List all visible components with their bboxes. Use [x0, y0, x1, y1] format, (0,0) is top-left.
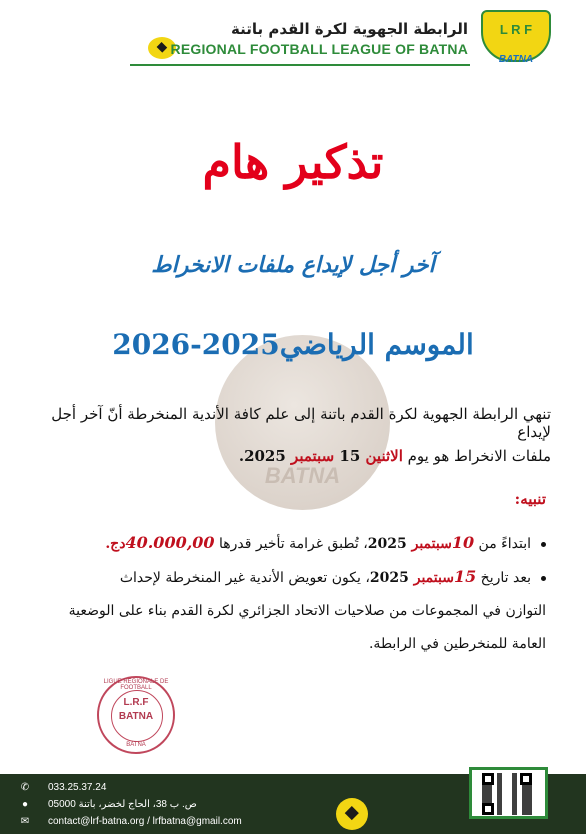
- b2-post: ، يكون تعويض الأندية غير المنخرطة لإحداث: [119, 570, 370, 586]
- b1-month: سبتمبر: [411, 536, 452, 552]
- logo-text: L R F: [499, 22, 533, 37]
- p2-prefix: ملفات الانخراط هو يوم: [402, 447, 551, 465]
- qr-corner: [520, 773, 532, 785]
- body-paragraph-1: تنهي الرابطة الجهوية لكرة القدم باتنة إلى علم كافة الأندية المنخرطة أنّ آخر أجل لإيداع: [51, 405, 551, 441]
- p2-number: 15: [334, 447, 366, 465]
- body-paragraph-2: [31, 447, 551, 465]
- phone-icon: ✆: [20, 782, 30, 793]
- location-pin-icon: ●: [21, 799, 29, 810]
- b1-currency: دج.: [105, 536, 126, 552]
- logo-subtext: BATNA: [498, 54, 534, 65]
- b1-year: 2025: [367, 536, 412, 552]
- b1-middle: ، تُطبق غرامة تأخير قدرها: [214, 536, 368, 552]
- bullet-2-continuation-1: التوازن في المجموعات من صلاحيات الاتحاد الجزائري لكرة القدم بناء على الوضعية: [68, 603, 546, 619]
- bullet-item-1: [46, 533, 546, 552]
- b1-prefix: ابتداءً من: [474, 536, 531, 552]
- header-divider: [130, 64, 470, 66]
- page-subtitle: آخر أجل لإيداع ملفات الانخراط: [151, 252, 435, 278]
- footer-address: [20, 799, 197, 810]
- official-stamp: [97, 676, 175, 754]
- b1-day: 10: [451, 533, 475, 552]
- watermark-text: BATNA: [264, 463, 341, 488]
- footer-email[interactable]: [20, 816, 242, 827]
- football-icon: [336, 798, 368, 830]
- b2-prefix: بعد تاريخ: [476, 570, 531, 586]
- b2-month: سبتمبر: [413, 570, 454, 586]
- p2-month: سبتمبر: [291, 447, 335, 465]
- warning-label: تنبيه:: [514, 490, 546, 508]
- mail-icon: ✉: [20, 816, 30, 827]
- header-title-english: REGIONAL FOOTBALL LEAGUE OF BATNA: [170, 41, 468, 57]
- qr-corner: [482, 773, 494, 785]
- b2-year: 2025: [369, 570, 414, 586]
- stamp-bottom-text: BATNA: [126, 742, 146, 748]
- footer-phone: [20, 782, 106, 793]
- phone-text: 033.25.37.24: [48, 782, 107, 793]
- league-logo: [481, 10, 551, 68]
- header: [0, 0, 586, 70]
- p2-year: 2025.: [238, 447, 292, 465]
- p2-day: الاثنين: [365, 447, 403, 465]
- page-title: تذكير هام: [202, 135, 384, 189]
- qr-code[interactable]: [469, 767, 548, 819]
- stamp-arc-text: LIGUE REGIONALE DE FOOTBALL: [103, 679, 169, 691]
- bullet-dot-icon: [541, 576, 546, 581]
- season-label: الموسم الرياضي2025-2026: [112, 328, 474, 361]
- address-text: ص. ب 38، الحاج لخضر، باتنة 05000: [48, 799, 197, 810]
- email-text[interactable]: contact@lrf-batna.org / lrfbatna@gmail.com: [48, 816, 242, 827]
- bullet-2-continuation-2: العامة للمنخرطين في الرابطة.: [368, 636, 546, 652]
- b2-day: 15: [453, 567, 477, 586]
- stamp-line-1: L.R.F: [123, 697, 149, 708]
- b1-amount: 40.000,00: [125, 533, 215, 552]
- bullet-dot-icon: [541, 542, 546, 547]
- bullet-item-2: [46, 567, 546, 586]
- stamp-line-2: BATNA: [118, 711, 154, 722]
- qr-corner: [482, 803, 494, 815]
- header-title-arabic: الرابطة الجهوية لكرة القدم باتنة: [231, 20, 468, 38]
